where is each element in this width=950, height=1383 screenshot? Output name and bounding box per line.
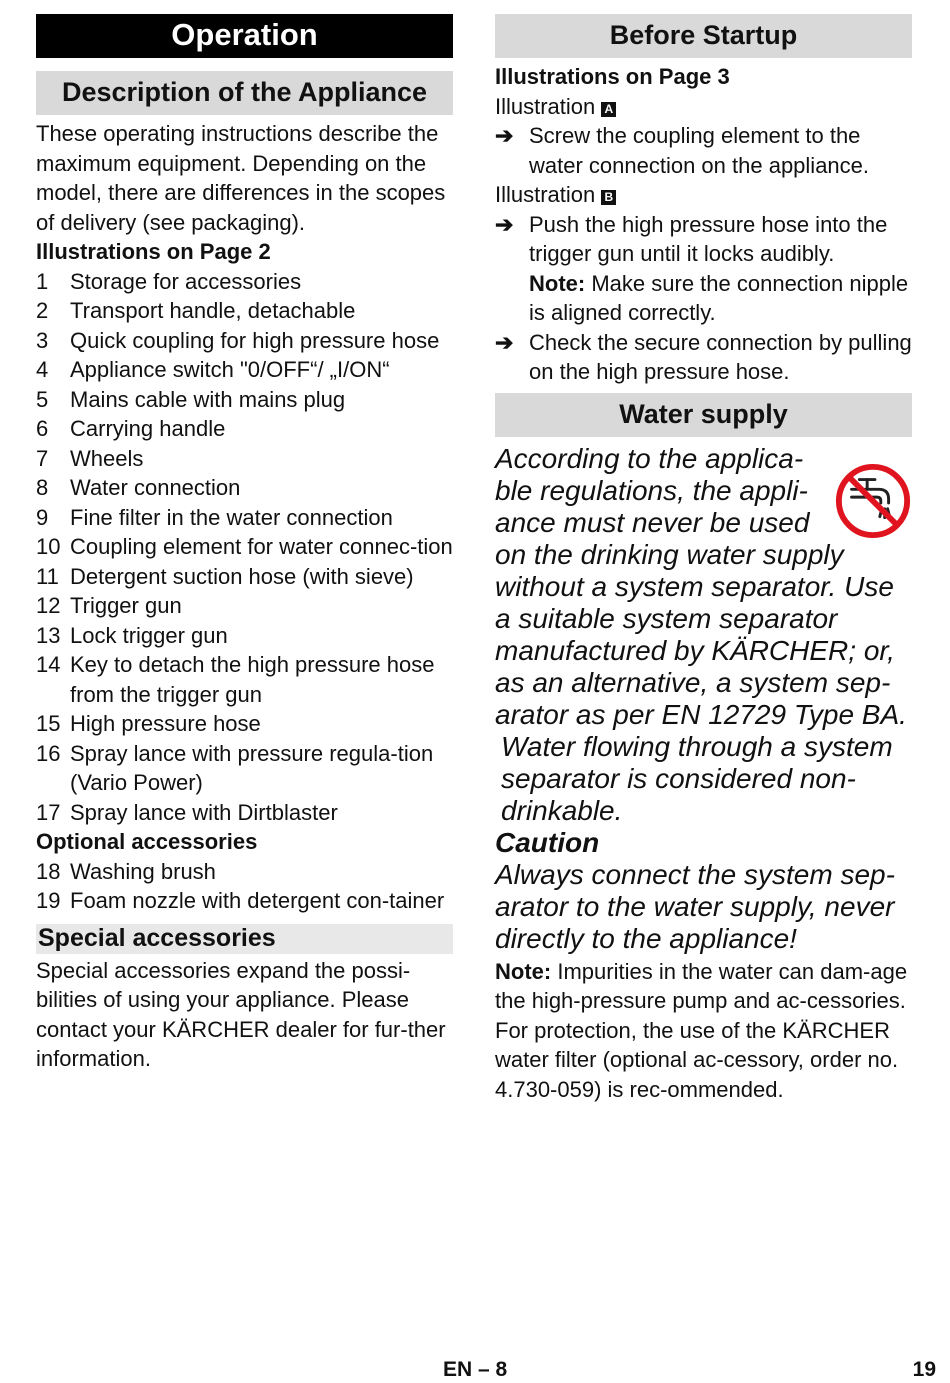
item-number: 7 bbox=[36, 445, 49, 471]
list-item bbox=[36, 739, 453, 798]
list-item bbox=[36, 503, 453, 533]
item-number: 6 bbox=[36, 416, 49, 441]
item-number: 12 bbox=[36, 593, 61, 618]
step-text bbox=[529, 210, 912, 328]
item-text: Spray lance with pressure regula-tion (Vario Power) bbox=[70, 740, 434, 795]
special-accessories-title: Special accessories bbox=[36, 924, 453, 954]
item-text: Transport handle, detachable bbox=[70, 298, 356, 323]
item-text: Coupling element for water connec-tion bbox=[70, 534, 453, 559]
item-number: 11 bbox=[36, 563, 59, 589]
parts-list bbox=[36, 267, 453, 828]
item-number: 5 bbox=[36, 386, 49, 412]
special-accessories-text: Special accessories expand the possi-bilities of using your appliance. Please contact your KÄRCHER dealer for fur-ther information. bbox=[36, 957, 446, 1071]
caution-label: Caution bbox=[495, 826, 600, 858]
item-number: 2 bbox=[36, 298, 49, 323]
illustration-a-badge: A bbox=[601, 102, 616, 117]
note-label: Note: bbox=[529, 270, 586, 296]
item-text: Fine filter in the water connection bbox=[70, 504, 393, 530]
list-item bbox=[36, 709, 453, 739]
item-number: 8 bbox=[36, 475, 49, 500]
illustration-a-label bbox=[495, 92, 912, 122]
step-a1 bbox=[495, 121, 912, 180]
illustration-b-badge: B bbox=[601, 190, 616, 205]
footer-page-number: 19 bbox=[912, 1358, 936, 1381]
list-item bbox=[36, 296, 453, 326]
illustration-b-label bbox=[495, 180, 912, 210]
item-text: Key to detach the high pressure hose from the trigger gun bbox=[70, 652, 435, 707]
right-column bbox=[495, 14, 912, 1104]
item-number: 16 bbox=[36, 740, 61, 766]
item-number: 14 bbox=[36, 652, 61, 677]
impurities-note bbox=[495, 957, 912, 1105]
left-column bbox=[36, 14, 453, 1074]
item-number: 17 bbox=[36, 799, 61, 825]
warning-rest: on the drinking water supply without a system separator. Use a suitable system separator manufactured by KÄRCHER; or, as an alternative, a system sep-arator as per EN 12729 Type BA. bbox=[495, 538, 907, 730]
list-item bbox=[36, 532, 453, 562]
item-text: Foam nozzle with detergent con-tainer bbox=[70, 888, 445, 913]
item-text: Washing brush bbox=[70, 858, 216, 884]
list-item bbox=[36, 385, 453, 415]
optional-list bbox=[36, 857, 453, 916]
arrow-right-icon: ➔ bbox=[495, 211, 514, 237]
item-text: Spray lance with Dirtblaster bbox=[70, 799, 338, 825]
item-number: 18 bbox=[36, 858, 61, 884]
list-item bbox=[36, 267, 453, 297]
illustration-label: Illustration bbox=[495, 182, 596, 207]
item-number: 10 bbox=[36, 534, 61, 559]
caution-text: Always connect the system sep-arator to the water supply, never directly to the appliance! bbox=[495, 858, 895, 954]
illustrations-heading: Illustrations on Page 2 bbox=[36, 239, 271, 264]
item-number: 4 bbox=[36, 357, 49, 382]
optional-accessories-heading: Optional accessories bbox=[36, 829, 258, 854]
arrow-right-icon: ➔ bbox=[495, 123, 514, 148]
item-number: 15 bbox=[36, 711, 61, 736]
item-text: Trigger gun bbox=[70, 593, 182, 618]
item-text: Storage for accessories bbox=[70, 268, 302, 294]
no-drinking-water-icon bbox=[834, 462, 912, 540]
item-text: Wheels bbox=[70, 445, 144, 471]
list-item bbox=[36, 326, 453, 356]
list-item bbox=[36, 857, 453, 887]
list-item bbox=[36, 414, 453, 444]
illustration-label: Illustration bbox=[495, 93, 596, 119]
warning-nondrinkable: Water flowing through a system separator is considered non-drinkable. bbox=[501, 730, 893, 826]
item-text: Lock trigger gun bbox=[70, 622, 228, 648]
arrow-right-icon: ➔ bbox=[495, 329, 514, 355]
item-number: 19 bbox=[36, 888, 61, 913]
water-supply-title: Water supply bbox=[495, 393, 912, 437]
item-text: Mains cable with mains plug bbox=[70, 386, 346, 412]
list-item bbox=[36, 621, 453, 651]
item-number: 13 bbox=[36, 622, 61, 648]
impurities-text: Impurities in the water can dam-age the high-pressure pump and ac-cessories. For protection, the use of the KÄRCHER water filter (optional ac-cessory, order no. 4.730-059) is rec-ommended. bbox=[495, 958, 908, 1102]
illustrations-page3-heading: Illustrations on Page 3 bbox=[495, 64, 730, 89]
warning-first-lines: According to the applica-ble regulations, the appli-ance must never be used bbox=[495, 442, 810, 538]
step-text: Check the secure connection by pulling on the high pressure hose. bbox=[529, 329, 912, 384]
list-item bbox=[36, 473, 453, 503]
item-text: Detergent suction hose (with sieve) bbox=[70, 563, 414, 589]
operation-header: Operation bbox=[36, 14, 453, 58]
item-number: 1 bbox=[36, 268, 49, 294]
item-number: 3 bbox=[36, 327, 49, 353]
list-item bbox=[36, 444, 453, 474]
footer-language-page: EN – 8 bbox=[443, 1358, 508, 1381]
description-title: Description of the Appliance bbox=[36, 71, 453, 115]
list-item bbox=[36, 650, 453, 709]
item-text: Quick coupling for high pressure hose bbox=[70, 327, 440, 353]
list-item bbox=[36, 562, 453, 592]
step-main-text: Push the high pressure hose into the trigger gun until it locks audibly. bbox=[529, 211, 888, 266]
intro-paragraph: These operating instructions describe the maximum equipment. Depending on the model, there are differences in the scopes of delivery (see packaging). bbox=[36, 121, 446, 235]
note-text: Make sure the connection nipple is aligned correctly. bbox=[529, 270, 909, 325]
item-text: Carrying handle bbox=[70, 416, 226, 441]
list-item bbox=[36, 886, 453, 916]
list-item bbox=[36, 798, 453, 828]
item-text: Water connection bbox=[70, 475, 241, 500]
note-label: Note: bbox=[495, 958, 552, 984]
list-item bbox=[36, 591, 453, 621]
step-text: Screw the coupling element to the water connection on the appliance. bbox=[529, 123, 870, 178]
item-number: 9 bbox=[36, 504, 49, 530]
step-b2 bbox=[495, 328, 912, 387]
item-text: High pressure hose bbox=[70, 711, 261, 736]
before-startup-title: Before Startup bbox=[495, 14, 912, 58]
step-b1 bbox=[495, 210, 912, 328]
list-item bbox=[36, 355, 453, 385]
item-text: Appliance switch "0/OFF“/ „I/ON“ bbox=[70, 357, 390, 382]
